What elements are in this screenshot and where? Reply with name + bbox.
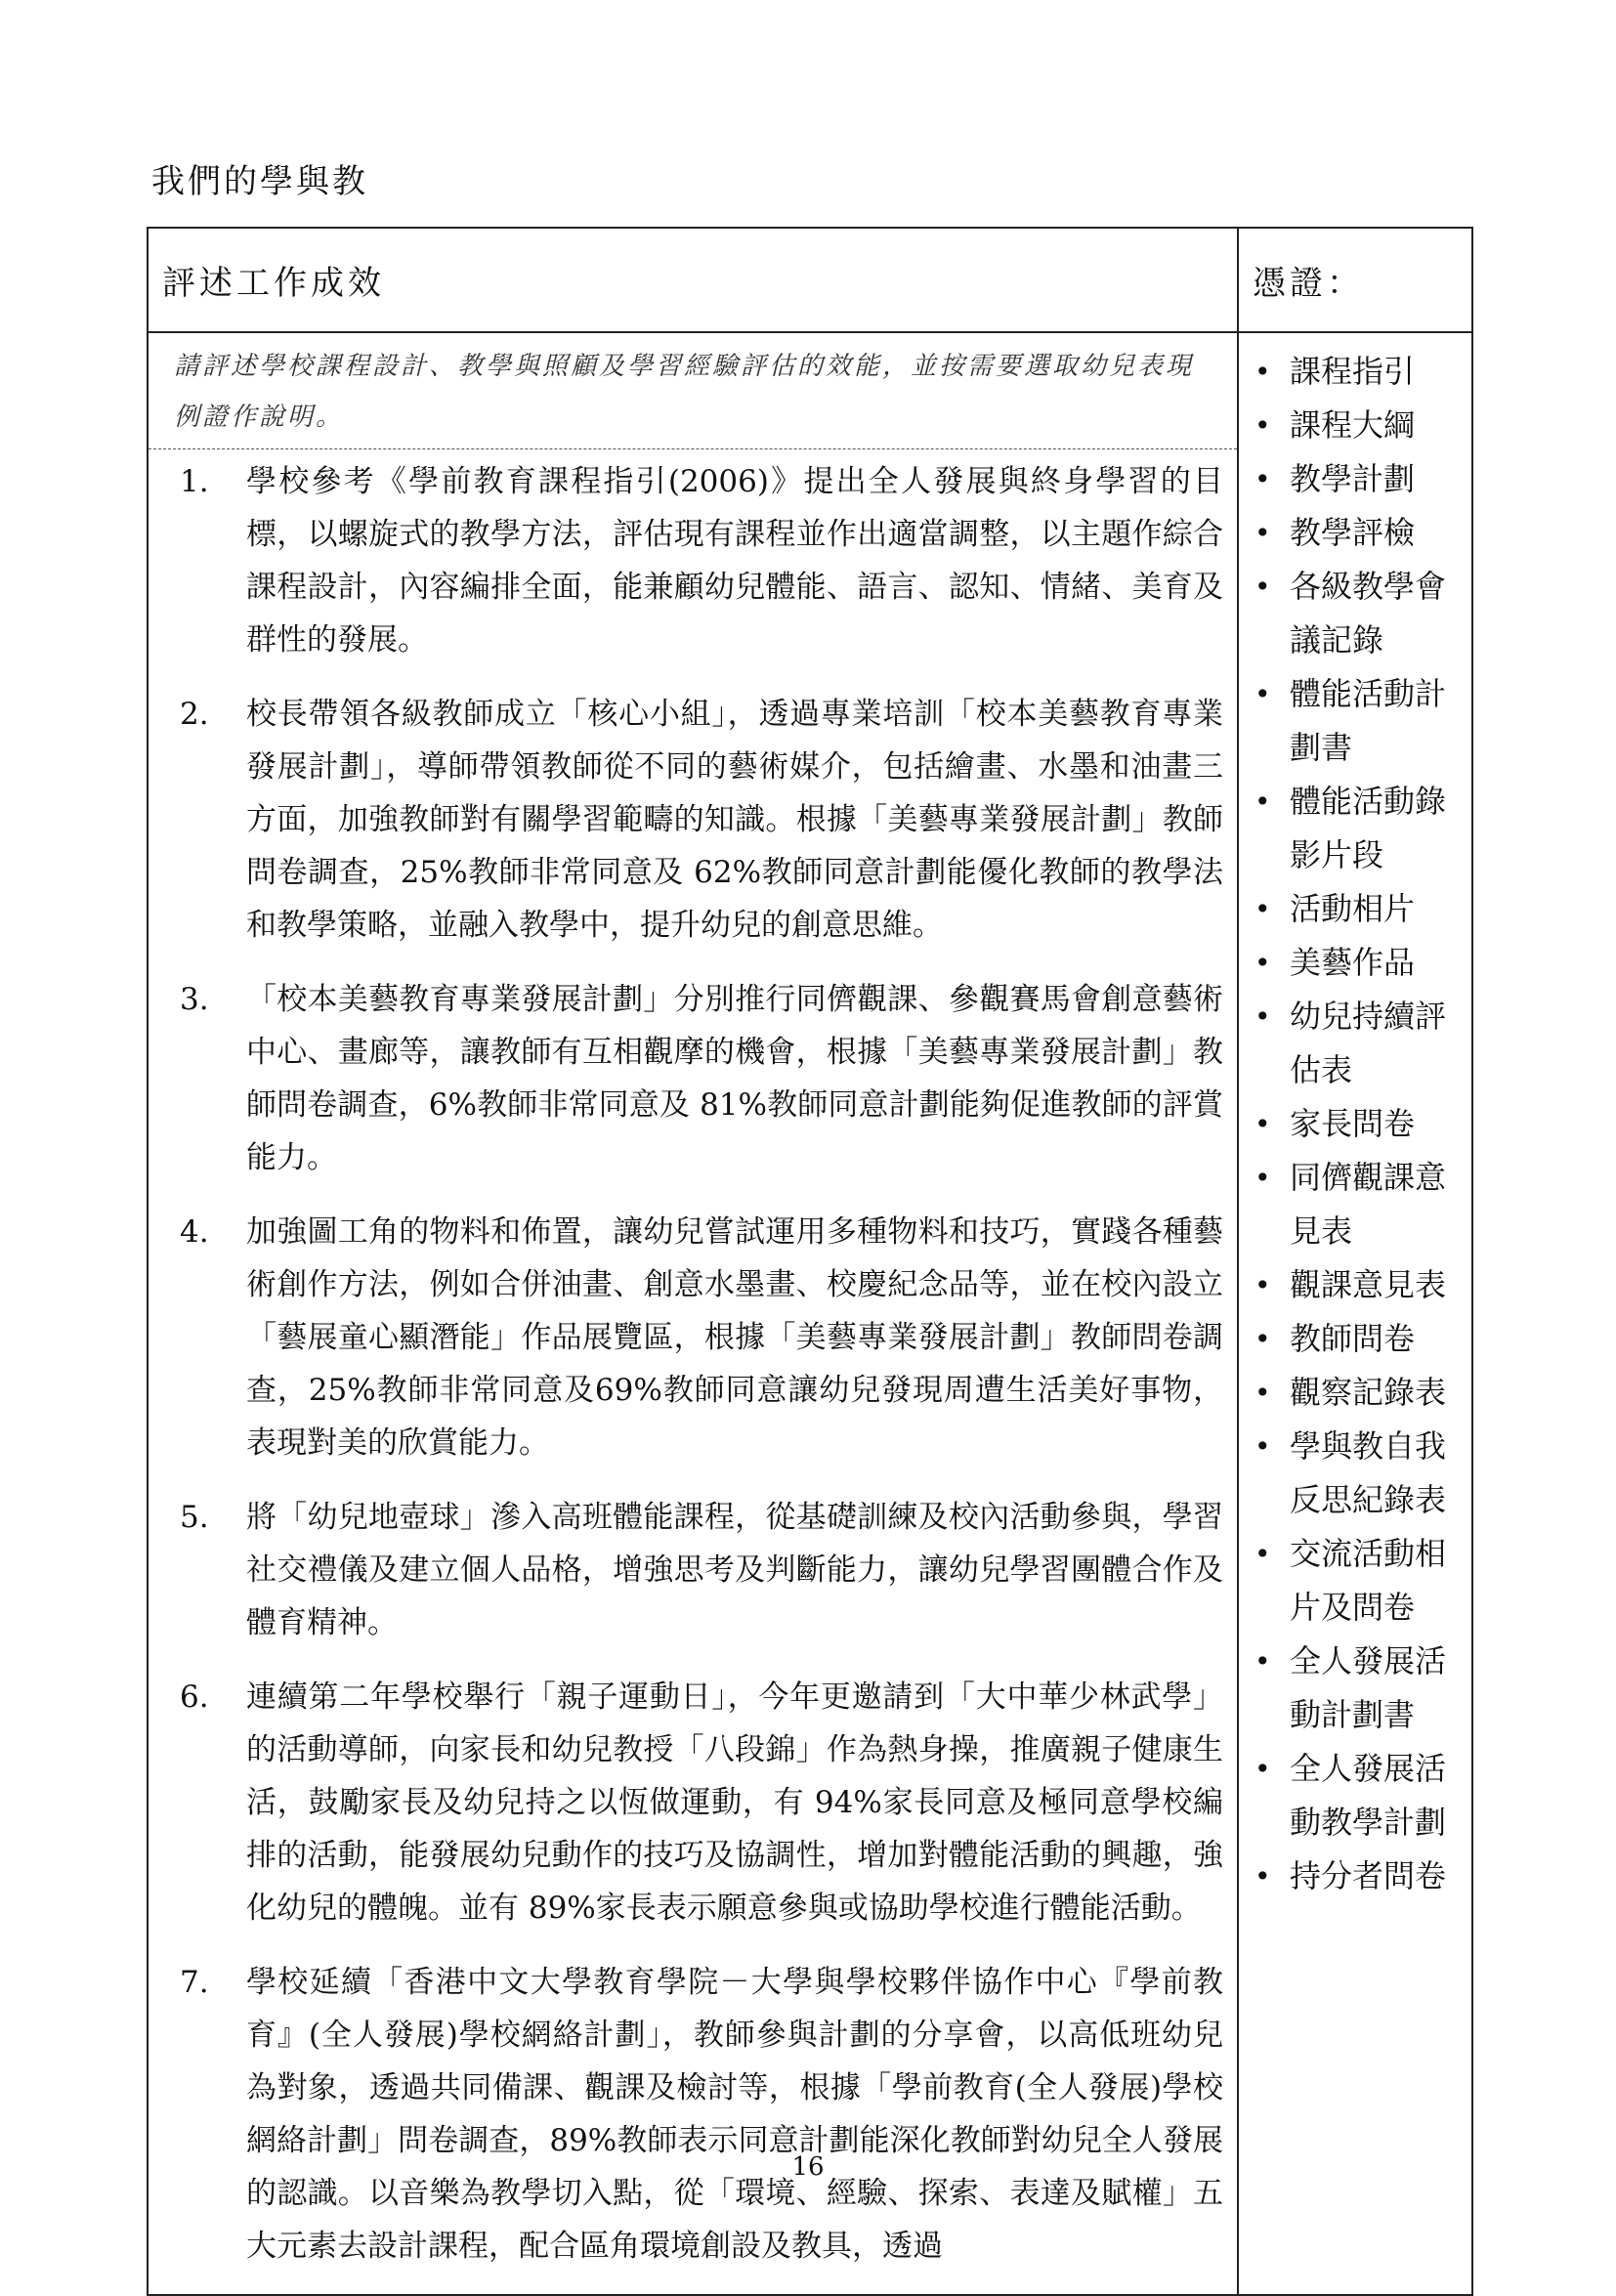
item-text: 連續第二年學校舉行「親子運動日」，今年更邀請到「大中華少林武學」的活動導師，向家長和幼兒教授「八段錦」作為熱身操，推廣親子健康生活，鼓勵家長及幼兒持之以恆做運動，有 94%家長同意及極同意學校編排的活動，能發展幼兒動作的技巧及協調性，增加對體能活動的興趣，強化幼兒的體魄。並有 89%家長表示願意參與或協助學校進行體能活動。 — [246, 1679, 1223, 1926]
bullet-icon: • — [1255, 893, 1271, 925]
bullet-icon: • — [1255, 786, 1271, 818]
list-item — [149, 1671, 1223, 1935]
list-item — [149, 688, 1223, 952]
item-text: 「校本美藝教育專業發展計劃」分別推行同儕觀課、參觀賽馬會創意藝術中心、畫廊等，讓教師有互相觀摩的機會，根據「美藝專業發展計劃」教師問卷調查，6%教師非常同意及 81%教師同意計劃能夠促進教師的評賞能力。 — [246, 982, 1223, 1175]
evidence-item — [1249, 1742, 1466, 1850]
evidence-label: 觀課意見表 — [1290, 1266, 1447, 1303]
bullet-icon: • — [1255, 356, 1271, 388]
evidence-item — [1249, 936, 1466, 990]
evidence-label: 各級教學會議記錄 — [1290, 568, 1447, 659]
bullet-icon: • — [1255, 1538, 1271, 1570]
evidence-item — [1249, 1527, 1466, 1635]
evaluation-cell — [148, 332, 1238, 2295]
evidence-label: 美藝作品 — [1290, 944, 1416, 981]
page-title: 我們的學與教 — [151, 162, 368, 201]
evidence-item — [1249, 1312, 1466, 1366]
bullet-icon: • — [1255, 1753, 1271, 1785]
item-number: 3. — [180, 982, 209, 1017]
item-text: 加強圖工角的物料和佈置，讓幼兒嘗試運用多種物料和技巧，實踐各種藝術創作方法，例如合併油畫、創意水墨畫、校慶紀念品等，並在校內設立「藝展童心顯潛能」作品展覽區，根據「美藝專業發展計劃」教師問卷調查，25%教師非常同意及69%教師同意讓幼兒發現周遭生活美好事物，表現對美的欣賞能力。 — [246, 1214, 1223, 1461]
evidence-label: 體能活動錄影片段 — [1290, 783, 1447, 873]
item-text: 學校延續「香港中文大學教育學院－大學與學校夥伴協作中心『學前教育』(全人發展)學校網絡計劃」，教師參與計劃的分享會，以高低班幼兒為對象，透過共同備課、觀課及檢討等，根據「學前教育(全人發展)學校網絡計劃」問卷調查，89%教師表示同意計劃能深化教師對幼兒全人發展的認識。以音樂為教學切入點，從「環境、經驗、探索、表達及賦權」五大元素去設計課程，配合區角環境創設及教具，透過 — [246, 1965, 1223, 2264]
evidence-label: 全人發展活動教學計劃 — [1290, 1750, 1447, 1841]
evidence-label: 全人發展活動計劃書 — [1290, 1642, 1447, 1733]
list-item — [149, 1491, 1223, 1649]
evidence-label: 持分者問卷 — [1290, 1857, 1447, 1894]
evidence-item — [1249, 560, 1466, 667]
evidence-item — [1249, 667, 1466, 775]
evidence-item — [1249, 775, 1466, 882]
evidence-label: 交流活動相片及問卷 — [1290, 1535, 1447, 1626]
evidence-item — [1249, 1258, 1466, 1312]
list-item — [149, 455, 1223, 666]
bullet-icon: • — [1255, 1860, 1271, 1892]
evidence-label: 課程大綱 — [1290, 406, 1416, 444]
instruction-text: 請評述學校課程設計、教學與照顧及學習經驗評估的效能，並按需要選取幼兒表現例證作說明。 — [149, 333, 1237, 449]
evidence-label: 學與教自我反思紀錄表 — [1290, 1427, 1447, 1518]
evidence-label: 教師問卷 — [1290, 1320, 1416, 1357]
evidence-item — [1249, 990, 1466, 1097]
bullet-icon: • — [1255, 1000, 1271, 1033]
bullet-icon: • — [1255, 1645, 1271, 1678]
evidence-item — [1249, 345, 1466, 399]
bullet-icon: • — [1255, 1377, 1271, 1409]
bullet-icon: • — [1255, 409, 1271, 442]
evaluation-list — [149, 449, 1237, 2273]
bullet-icon: • — [1255, 1108, 1271, 1140]
item-number: 2. — [180, 697, 209, 732]
table-header-row — [148, 228, 1472, 332]
evidence-label: 幼兒持續評估表 — [1290, 998, 1447, 1088]
page-number: 16 — [791, 2152, 825, 2182]
evidence-label: 教學計劃 — [1290, 460, 1416, 497]
evidence-label: 課程指引 — [1290, 353, 1416, 390]
list-item — [149, 1956, 1223, 2273]
evidence-item — [1249, 452, 1466, 506]
evidence-label: 觀察記錄表 — [1290, 1374, 1447, 1411]
evidence-item — [1249, 399, 1466, 452]
list-item — [149, 1206, 1223, 1469]
evidence-item — [1249, 1635, 1466, 1742]
item-number: 6. — [180, 1679, 209, 1715]
bullet-icon: • — [1255, 571, 1271, 603]
item-text: 校長帶領各級教師成立「核心小組」，透過專業培訓「校本美藝教育專業發展計劃」，導師帶領教師從不同的藝術媒介，包括繪畫、水墨和油畫三方面，加強教師對有關學習範疇的知識。根據「美藝專業發展計劃」教師問卷調查，25%教師非常同意及 62%教師同意計劃能優化教師的教學法和教學策略，並融入教學中，提升幼兒的創意思維。 — [246, 697, 1223, 943]
evidence-label: 教學評檢 — [1290, 514, 1416, 551]
evidence-label: 活動相片 — [1290, 890, 1416, 927]
list-item — [149, 973, 1223, 1184]
evidence-item — [1249, 1097, 1466, 1151]
evidence-item — [1249, 1151, 1466, 1258]
header-evaluation: 評述工作成效 — [148, 228, 1238, 332]
header-evidence: 憑證： — [1238, 228, 1472, 332]
evaluation-table — [147, 227, 1473, 2296]
bullet-icon: • — [1255, 678, 1271, 710]
bullet-icon: • — [1255, 1430, 1271, 1463]
item-number: 7. — [180, 1965, 209, 2000]
bullet-icon: • — [1255, 517, 1271, 549]
evidence-item — [1249, 506, 1466, 560]
evidence-item — [1249, 1366, 1466, 1420]
evidence-item — [1249, 1850, 1466, 1903]
bullet-icon: • — [1255, 947, 1271, 979]
evidence-label: 同儕觀課意見表 — [1290, 1159, 1447, 1250]
evidence-item — [1249, 1420, 1466, 1527]
item-number: 5. — [180, 1500, 209, 1535]
item-text: 學校參考《學前教育課程指引(2006)》提出全人發展與終身學習的目標，以螺旋式的教學方法，評估現有課程並作出適當調整，以主題作綜合課程設計，內容編排全面，能兼顧幼兒體能、語言、認知、情緒、美育及群性的發展。 — [246, 464, 1224, 658]
bullet-icon: • — [1255, 1269, 1271, 1301]
evidence-label: 家長問卷 — [1290, 1105, 1416, 1142]
item-number: 1. — [180, 464, 209, 499]
evidence-cell — [1238, 332, 1472, 2295]
item-number: 4. — [180, 1214, 209, 1250]
evidence-label: 體能活動計劃書 — [1290, 675, 1447, 766]
item-text: 將「幼兒地壺球」滲入高班體能課程，從基礎訓練及校內活動參與，學習社交禮儀及建立個人品格，增強思考及判斷能力，讓幼兒學習團體合作及體育精神。 — [246, 1500, 1223, 1640]
bullet-icon: • — [1255, 463, 1271, 495]
table-body-row — [148, 332, 1472, 2295]
evidence-item — [1249, 882, 1466, 936]
bullet-icon: • — [1255, 1162, 1271, 1194]
evidence-list — [1239, 333, 1471, 1903]
bullet-icon: • — [1255, 1323, 1271, 1355]
